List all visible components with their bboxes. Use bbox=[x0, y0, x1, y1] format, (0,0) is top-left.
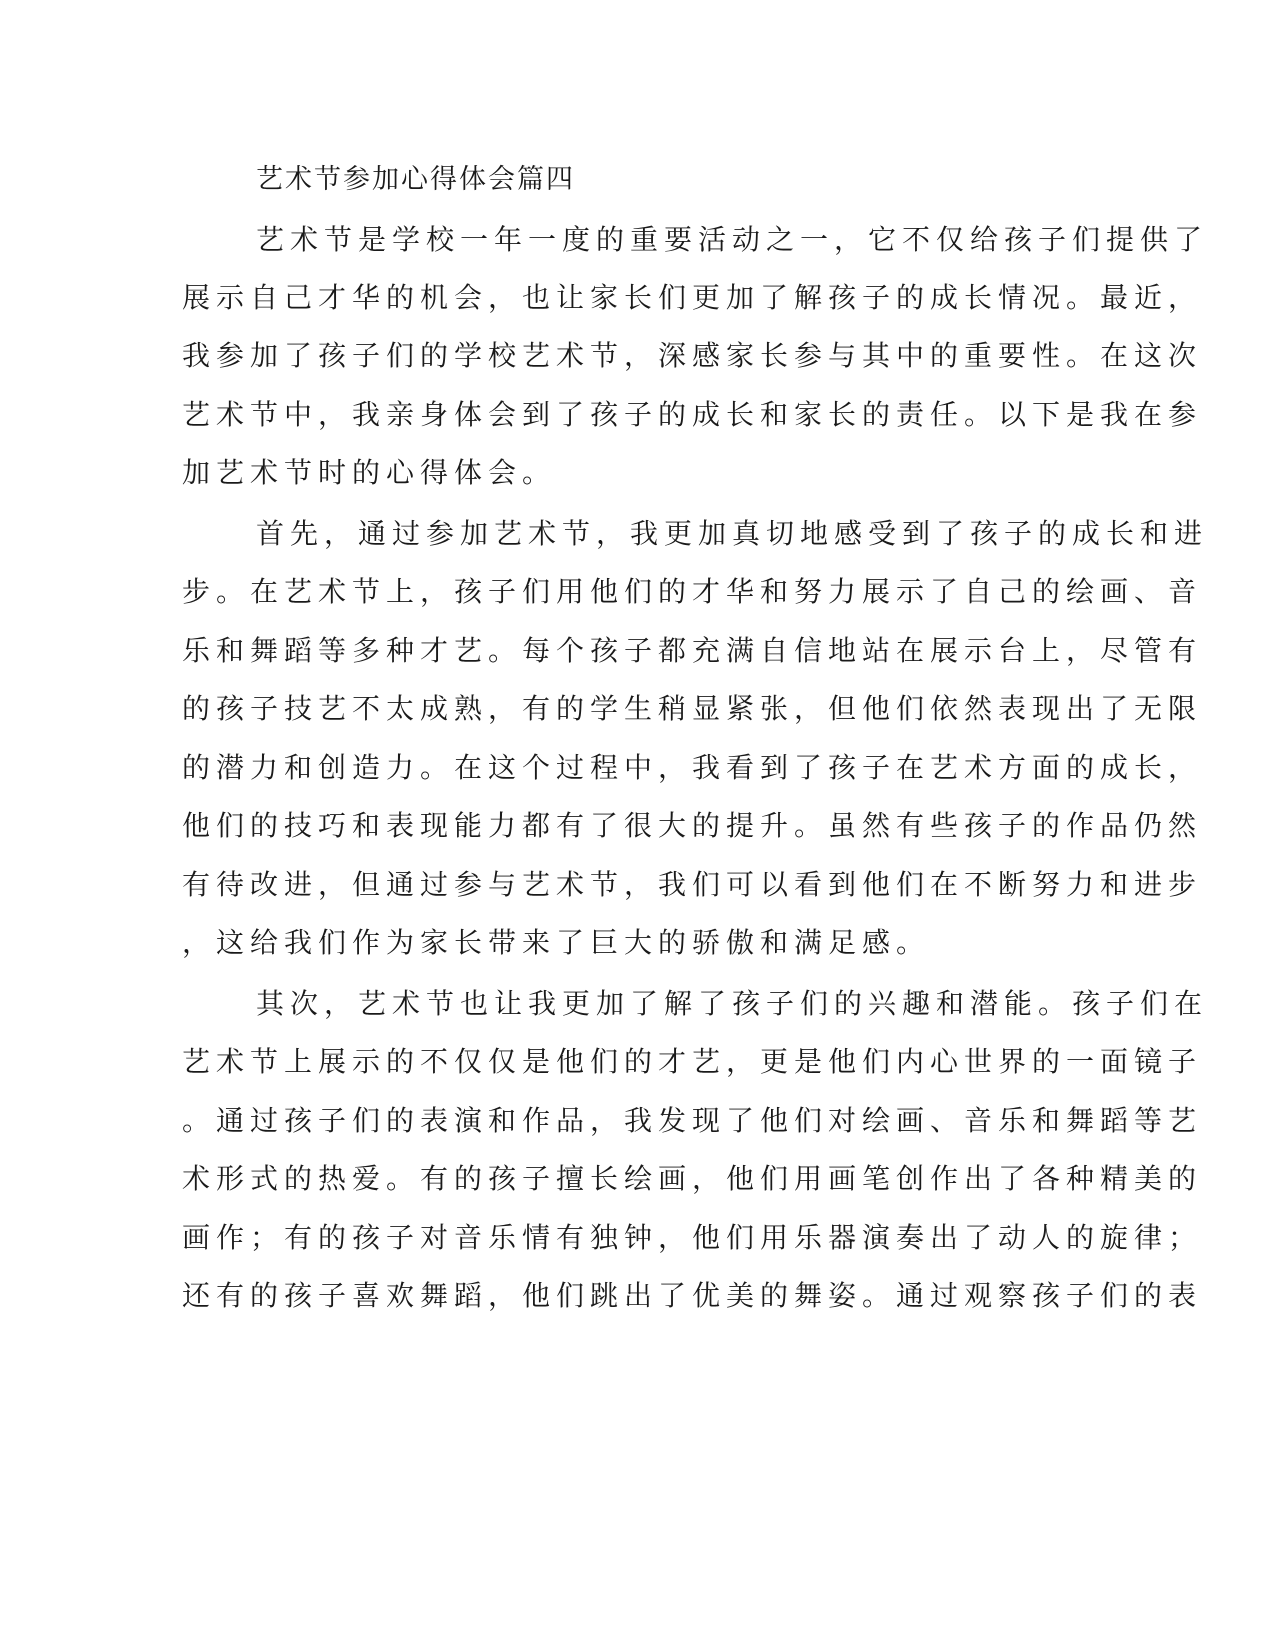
paragraph-line: 艺术节上展示的不仅仅是他们的才艺，更是他们内心世界的一面镜子 bbox=[182, 1045, 1203, 1078]
paragraph-line: 术形式的热爱。有的孩子擅长绘画，他们用画笔创作出了各种精美的 bbox=[182, 1162, 1203, 1195]
paragraph-line: 乐和舞蹈等多种才艺。每个孩子都充满自信地站在展示台上，尽管有 bbox=[182, 634, 1203, 667]
paragraph-line: 的潜力和创造力。在这个过程中，我看到了孩子在艺术方面的成长， bbox=[182, 751, 1203, 784]
paragraph-line: 画作；有的孩子对音乐情有独钟，他们用乐器演奏出了动人的旋律； bbox=[182, 1221, 1203, 1254]
paragraph-line: 其次，艺术节也让我更加了解了孩子们的兴趣和潜能。孩子们在 bbox=[256, 987, 1209, 1020]
paragraph-line: 艺术节中，我亲身体会到了孩子的成长和家长的责任。以下是我在参 bbox=[182, 398, 1203, 431]
paragraph-line: 加艺术节时的心得体会。 bbox=[182, 456, 557, 489]
paragraph-line: 首先，通过参加艺术节，我更加真切地感受到了孩子的成长和进 bbox=[256, 517, 1209, 550]
paragraph-line: ，这给我们作为家长带来了巨大的骄傲和满足感。 bbox=[182, 926, 931, 959]
paragraph-line: 的孩子技艺不太成熟，有的学生稍显紧张，但他们依然表现出了无限 bbox=[182, 692, 1203, 725]
paragraph-line: 有待改进，但通过参与艺术节，我们可以看到他们在不断努力和进步 bbox=[182, 868, 1203, 901]
paragraph-line: 他们的技巧和表现能力都有了很大的提升。虽然有些孩子的作品仍然 bbox=[182, 809, 1203, 842]
paragraph-line: 我参加了孩子们的学校艺术节，深感家长参与其中的重要性。在这次 bbox=[182, 339, 1203, 372]
paragraph-line: 步。在艺术节上，孩子们用他们的才华和努力展示了自己的绘画、音 bbox=[182, 575, 1203, 608]
paragraph-line: 艺术节是学校一年一度的重要活动之一，它不仅给孩子们提供了 bbox=[256, 223, 1209, 256]
paragraph-line: 。通过孩子们的表演和作品，我发现了他们对绘画、音乐和舞蹈等艺 bbox=[182, 1104, 1203, 1137]
paragraph-line: 还有的孩子喜欢舞蹈，他们跳出了优美的舞姿。通过观察孩子们的表 bbox=[182, 1279, 1203, 1312]
document-title: 艺术节参加心得体会篇四 bbox=[256, 164, 575, 195]
paragraph-line: 展示自己才华的机会，也让家长们更加了解孩子的成长情况。最近， bbox=[182, 281, 1203, 314]
